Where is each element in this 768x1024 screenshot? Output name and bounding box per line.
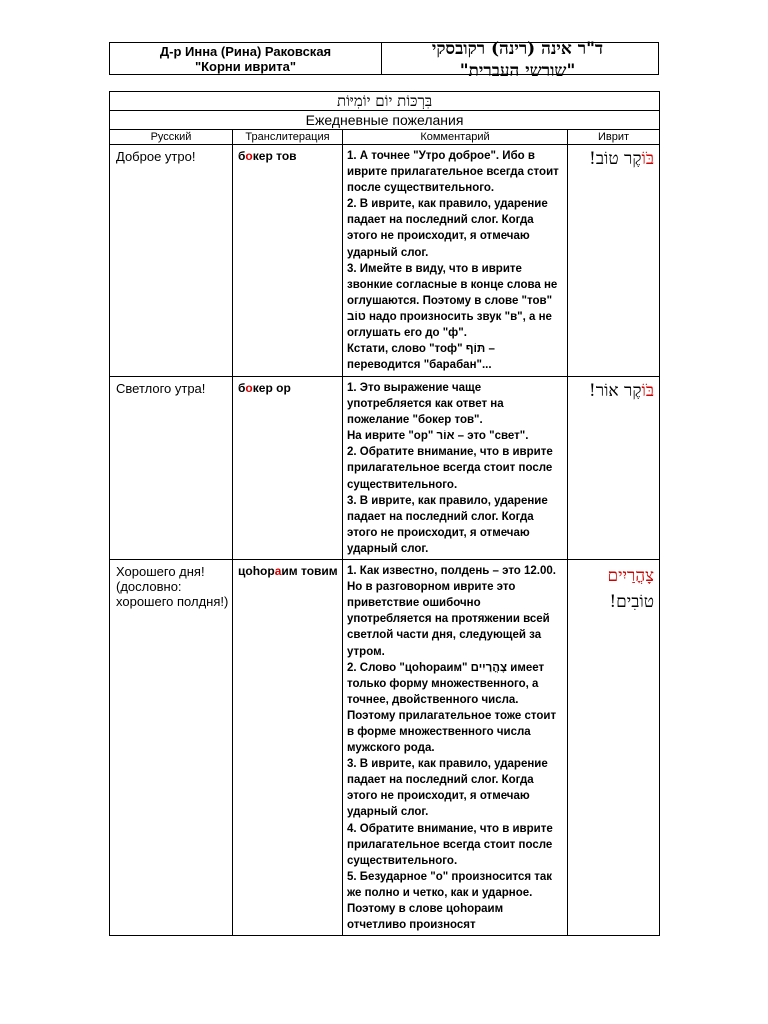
course-name-ru: "Корни иврита" — [194, 58, 297, 74]
header-hebrew — [382, 39, 658, 81]
hebrew-phrase: בֹּוֹקֶר טוֹב! — [568, 145, 660, 377]
comment-paragraph: 3. Имейте в виду, что в иврите звонкие согласные в конце слова не оглушаются. Поэтому в слове "тов" טוֹב надо произносить звук "в", а не оглушать его до "ф". — [347, 262, 558, 340]
author-name-ru: Д-р Инна (Рина) Раковская — [159, 43, 332, 59]
transliteration: бокер тов — [233, 145, 343, 377]
russian-phrase: Хорошего дня! (дословно: хорошего полдня!) — [110, 560, 233, 936]
col-header-comment: Комментарий — [343, 130, 568, 145]
comment — [343, 145, 568, 377]
col-header-translit: Транслитерация — [233, 130, 343, 145]
col-header-russian: Русский — [110, 130, 233, 145]
russian-phrase: Доброе утро! — [110, 145, 233, 377]
comment-paragraph: 1. Это выражение чаще употребляется как ответ на пожелание "бокер тов". — [347, 382, 504, 427]
stressed-syllable: о — [245, 381, 253, 395]
table-title-russian: Ежедневные пожелания — [110, 111, 660, 130]
col-header-hebrew: Иврит — [568, 130, 660, 145]
stressed-syllable: о — [245, 149, 253, 163]
author-name-he: ד"ר אינה (רינה) רקובסקי — [431, 39, 604, 59]
comment-paragraph: 4. Обратите внимание, что в иврите прилагательное всегда стоит после существительного. — [347, 822, 553, 867]
transliteration: бокер ор — [233, 377, 343, 560]
comment-paragraph: На иврите "ор" אוֹר – это "свет". — [347, 430, 529, 443]
hebrew-phrase: בֹּוֹקֶר אוֹר! — [568, 377, 660, 560]
transliteration: цоhораим товим — [233, 560, 343, 936]
document-header — [109, 39, 659, 81]
comment-paragraph: 3. В иврите, как правило, ударение падает на последний слог. Когда этого не происходит, я отмечаю ударный слог. — [347, 494, 548, 555]
table-row — [110, 377, 660, 560]
greetings-table — [109, 91, 660, 936]
comment-paragraph: 3. В иврите, как правило, ударение падает на последний слог. Когда этого не происходит, я отмечаю ударный слог. — [347, 758, 548, 819]
header-russian — [110, 43, 382, 74]
table-row — [110, 560, 660, 936]
comment-paragraph: 5. Безударное "о" произносится так же полно и четко, как и ударное. Поэтому в слове цоhораим отчетливо произносят — [347, 870, 553, 932]
hebrew-phrase: צָהֳרַיִים טוֹבִים! — [568, 560, 660, 936]
stressed-syllable: а — [274, 564, 282, 579]
comment-paragraph: 1. А точнее "Утро доброе". Ибо в иврите прилагательное всегда стоит после существительного. — [347, 150, 559, 195]
comment-paragraph: 2. Обратите внимание, что в иврите прилагательное всегда стоит после существительного. — [347, 446, 553, 491]
comment-paragraph: 2. В иврите, как правило, ударение падает на последний слог. Когда этого не происходит, я отмечаю ударный слог. — [347, 198, 548, 259]
comment — [343, 377, 568, 560]
table-row — [110, 145, 660, 377]
column-header-row — [110, 130, 660, 145]
comment-paragraph: 2. Слово "цоhораим" צָהֳרַיִים имеет только форму множественного, а точнее, двойственного числа. Поэтому прилагательное тоже стоит в форме множественного числа мужского рода. — [347, 661, 557, 755]
table-title-hebrew: בִּרְכּוֹת יוֹם יוֹמִיּוֹת — [110, 92, 660, 111]
comment — [343, 560, 568, 936]
comment-paragraph: Кстати, слово "тоф" תּוֹף – переводится "барабан"... — [347, 343, 495, 372]
course-name-he: "שורשי העברית" — [459, 61, 576, 81]
russian-phrase: Светлого утра! — [110, 377, 233, 560]
comment-paragraph: 1. Как известно, полдень – это 12.00. Но в разговорном иврите это приветствие ошибочно употребляется на протяжении всей светлой части дня, следующей за утром. — [347, 565, 556, 658]
